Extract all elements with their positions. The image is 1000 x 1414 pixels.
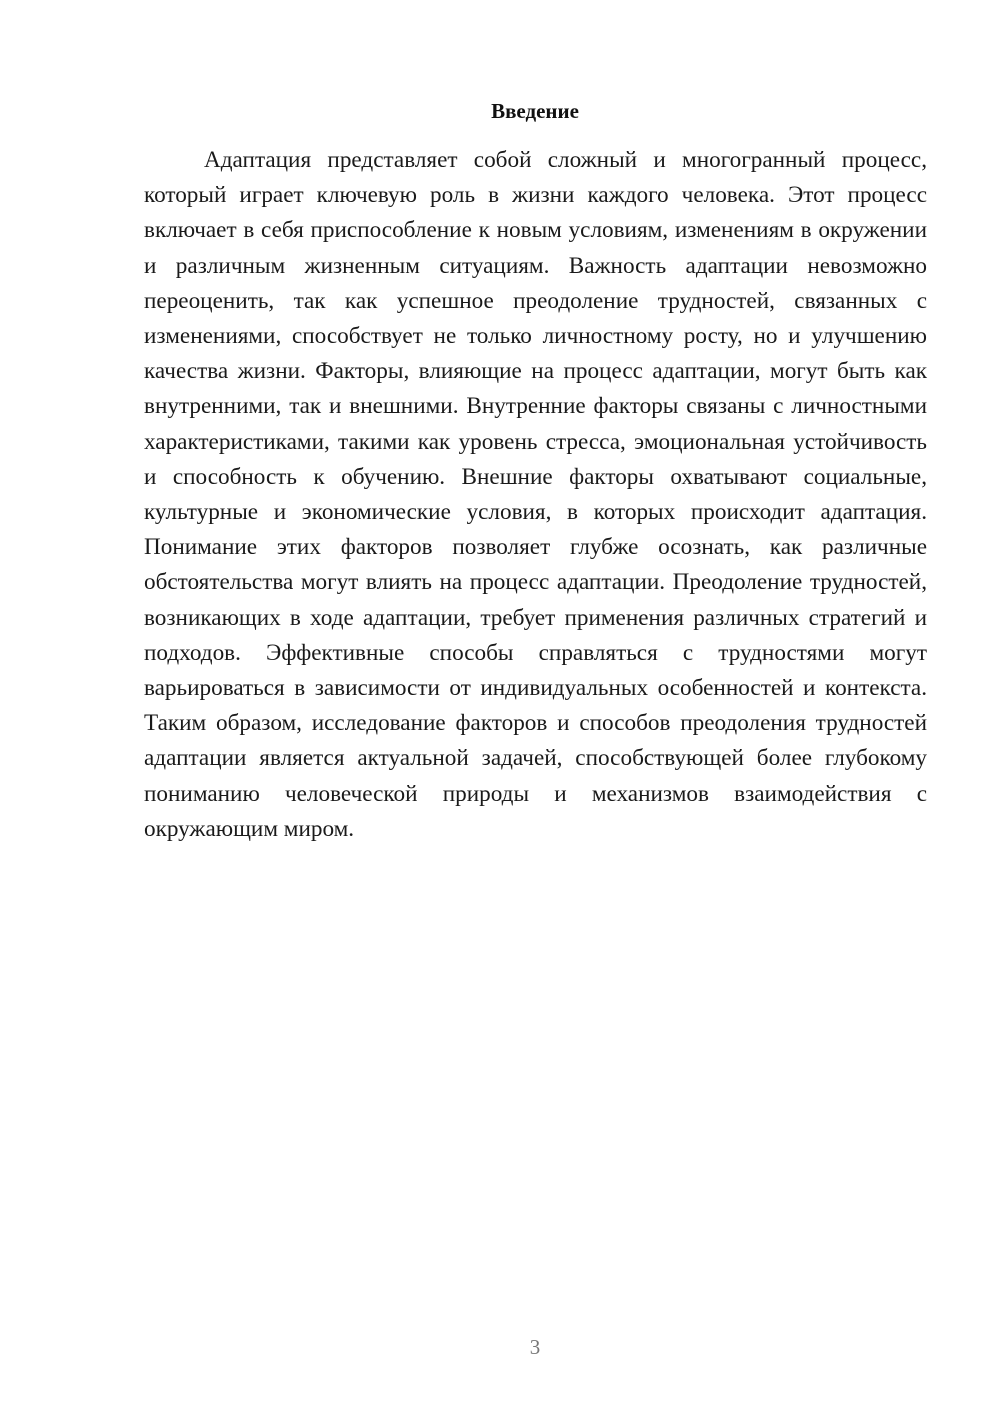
page-number: 3 xyxy=(529,1335,541,1359)
section-heading: Введение xyxy=(491,99,579,123)
body-paragraph: Адаптация представляет собой сложный и многогранный процесс, который играет ключевую роль в жизни каждого человека. Этот процесс включает в себя приспособление к новым условиям, изменениям в окружении и различным жизненным ситуациям. Важность адаптации невозможно переоценить, так как успешное преодоление трудностей, связанных с изменениями, способствует не только личностному росту, но и улучшению качества жизни. Факторы, влияющие на процесс адаптации, могут быть как внутренними, так и внешними. Внутренние факторы связаны с личностными характеристиками, такими как уровень стресса, эмоциональная устойчивость и способность к обучению. Внешние факторы охватывают социальные, культурные и экономические условия, в которых происходит адаптация. Понимание этих факторов позволяет глубже осознать, как различные обстоятельства могут влиять на процесс адаптации. Преодоление трудностей, возникающих в ходе адаптации, требует применения различных стратегий и подходов. Эффективные способы справляться с трудностями могут варьироваться в зависимости от индивидуальных особенностей и контекста. Таким образом, исследование факторов и способов преодоления трудностей адаптации является актуальной задачей, способствующей более глубокому пониманию человеческой природы и механизмов взаимодействия с окружающим миром. xyxy=(144,147,927,842)
